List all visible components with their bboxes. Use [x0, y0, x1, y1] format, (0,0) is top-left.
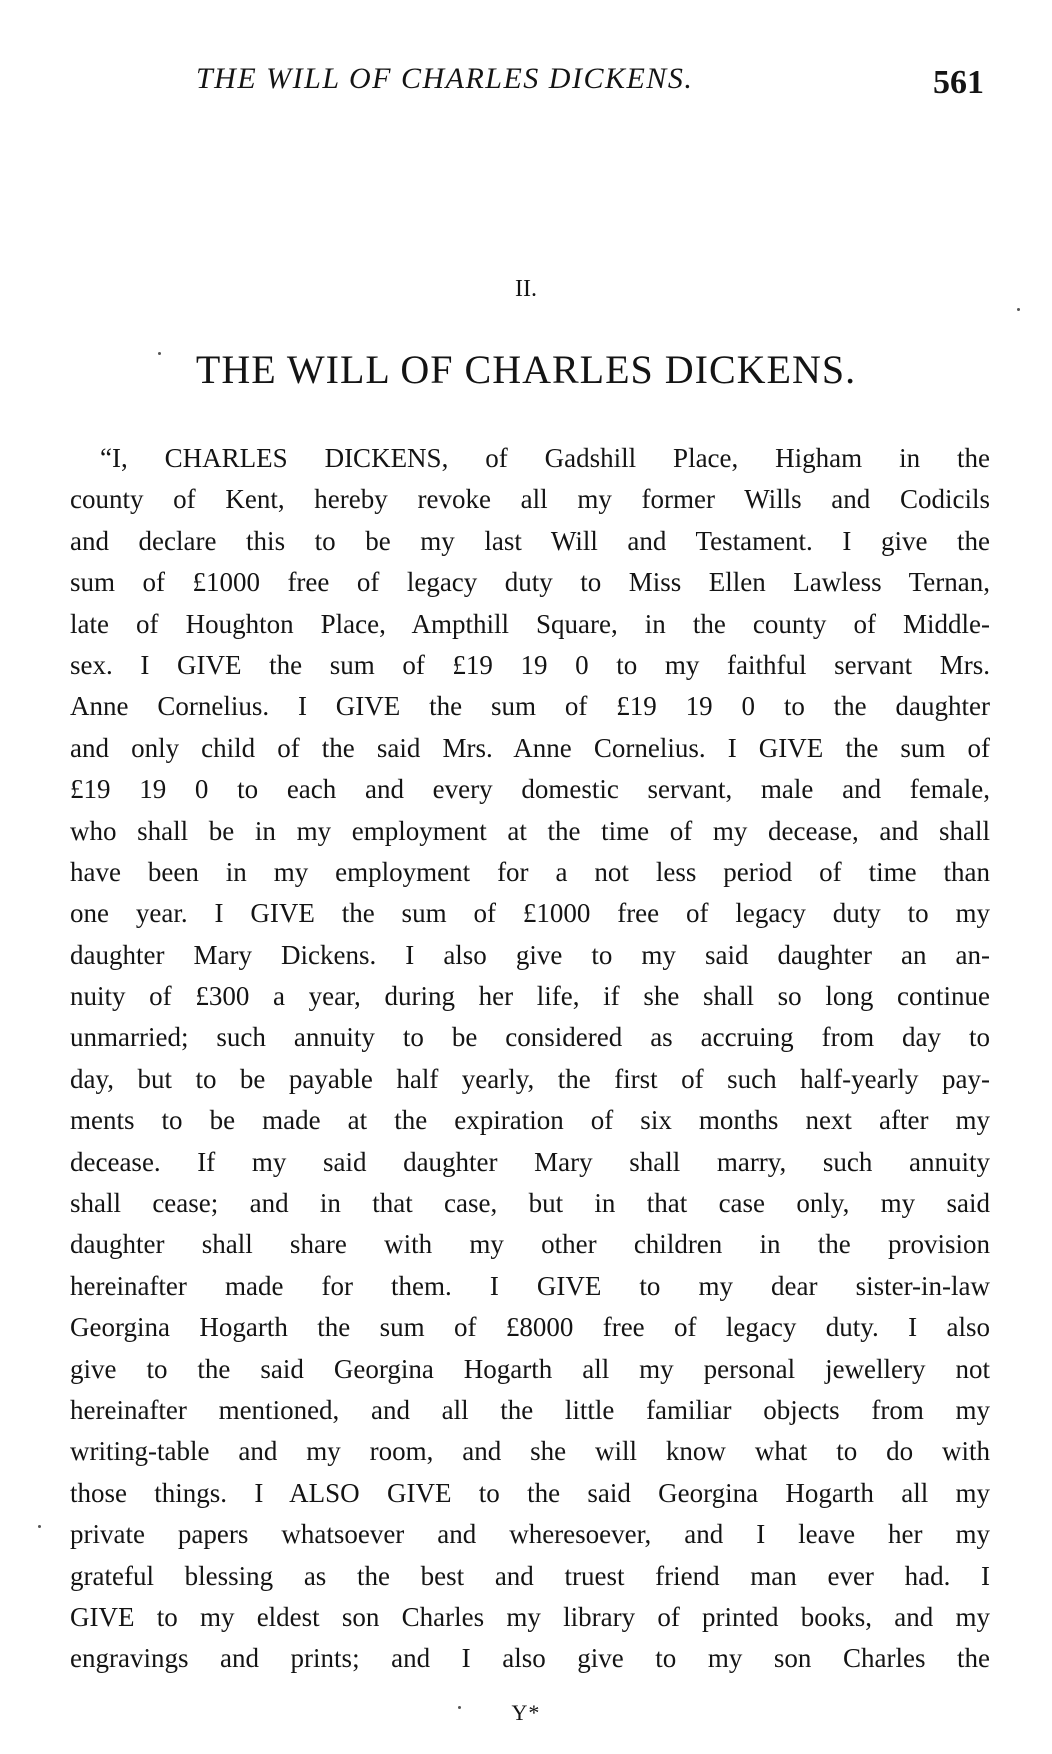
text-line: Anne Cornelius. I GIVE the sum of £19 19 0 to the daughter	[70, 691, 990, 722]
text-line: one year. I GIVE the sum of £1000 free of legacy duty to my	[70, 898, 990, 929]
text-line: and declare this to be my last Will and Testament. I give the	[70, 525, 990, 556]
text-line: hereinafter made for them. I GIVE to my dear sister-in-law	[70, 1270, 990, 1301]
text-line: GIVE to my eldest son Charles my library of printed books, and my	[70, 1601, 990, 1632]
text-line: who shall be in my employment at the time of my decease, and shall	[70, 815, 990, 846]
print-speck	[38, 1525, 41, 1528]
text-line: and only child of the said Mrs. Anne Cornelius. I GIVE the sum of	[70, 732, 990, 763]
text-line: private papers whatsoever and wheresoever, and I leave her my	[70, 1519, 990, 1550]
page-number: 561	[933, 64, 984, 101]
print-speck	[458, 1706, 461, 1709]
text-line: late of Houghton Place, Ampthill Square, in the county of Middle-	[70, 608, 990, 639]
text-line: sum of £1000 free of legacy duty to Miss Ellen Lawless Ternan,	[70, 567, 990, 598]
text-line: have been in my employment for a not less period of time than	[70, 856, 990, 887]
text-line: day, but to be payable half yearly, the first of such half-yearly pay-	[70, 1063, 990, 1094]
text-line: shall cease; and in that case, but in that case only, my said	[70, 1188, 990, 1219]
running-title: THE WILL OF CHARLES DICKENS.	[196, 62, 694, 95]
text-line: those things. I ALSO GIVE to the said Georgina Hogarth all my	[70, 1477, 990, 1508]
text-line: engravings and prints; and I also give to my son Charles the	[70, 1643, 990, 1674]
text-line: £19 19 0 to each and every domestic servant, male and female,	[70, 774, 990, 805]
text-line: Georgina Hogarth the sum of £8000 free of legacy duty. I also	[70, 1312, 990, 1343]
print-speck	[1017, 308, 1020, 311]
text-line: sex. I GIVE the sum of £19 19 0 to my faithful servant Mrs.	[70, 649, 990, 680]
text-line: unmarried; such annuity to be considered as accruing from day to	[70, 1022, 990, 1053]
text-line: “I, CHARLES DICKENS, of Gadshill Place, Higham in the	[100, 443, 990, 473]
chapter-title: THE WILL OF CHARLES DICKENS.	[195, 347, 857, 392]
print-speck	[158, 352, 161, 355]
text-line: daughter shall share with my other children in the provision	[70, 1229, 990, 1260]
body-text	[70, 438, 990, 1680]
text-line: hereinafter mentioned, and all the little familiar objects from my	[70, 1394, 990, 1425]
text-line: give to the said Georgina Hogarth all my personal jewellery not	[70, 1353, 990, 1384]
text-line: grateful blessing as the best and truest friend man ever had. I	[70, 1560, 990, 1591]
text-line: writing-table and my room, and she will know what to do with	[70, 1436, 990, 1467]
text-line: ments to be made at the expiration of six months next after my	[70, 1105, 990, 1136]
signature-mark: Y*	[511, 1700, 541, 1725]
text-line: daughter Mary Dickens. I also give to my said daughter an an-	[70, 939, 990, 970]
section-number: II.	[515, 276, 537, 302]
text-line: county of Kent, hereby revoke all my former Wills and Codicils	[70, 484, 990, 515]
text-line: nuity of £300 a year, during her life, if she shall so long continue	[70, 981, 990, 1012]
text-line: decease. If my said daughter Mary shall marry, such annuity	[70, 1146, 990, 1177]
running-head	[0, 62, 1052, 110]
